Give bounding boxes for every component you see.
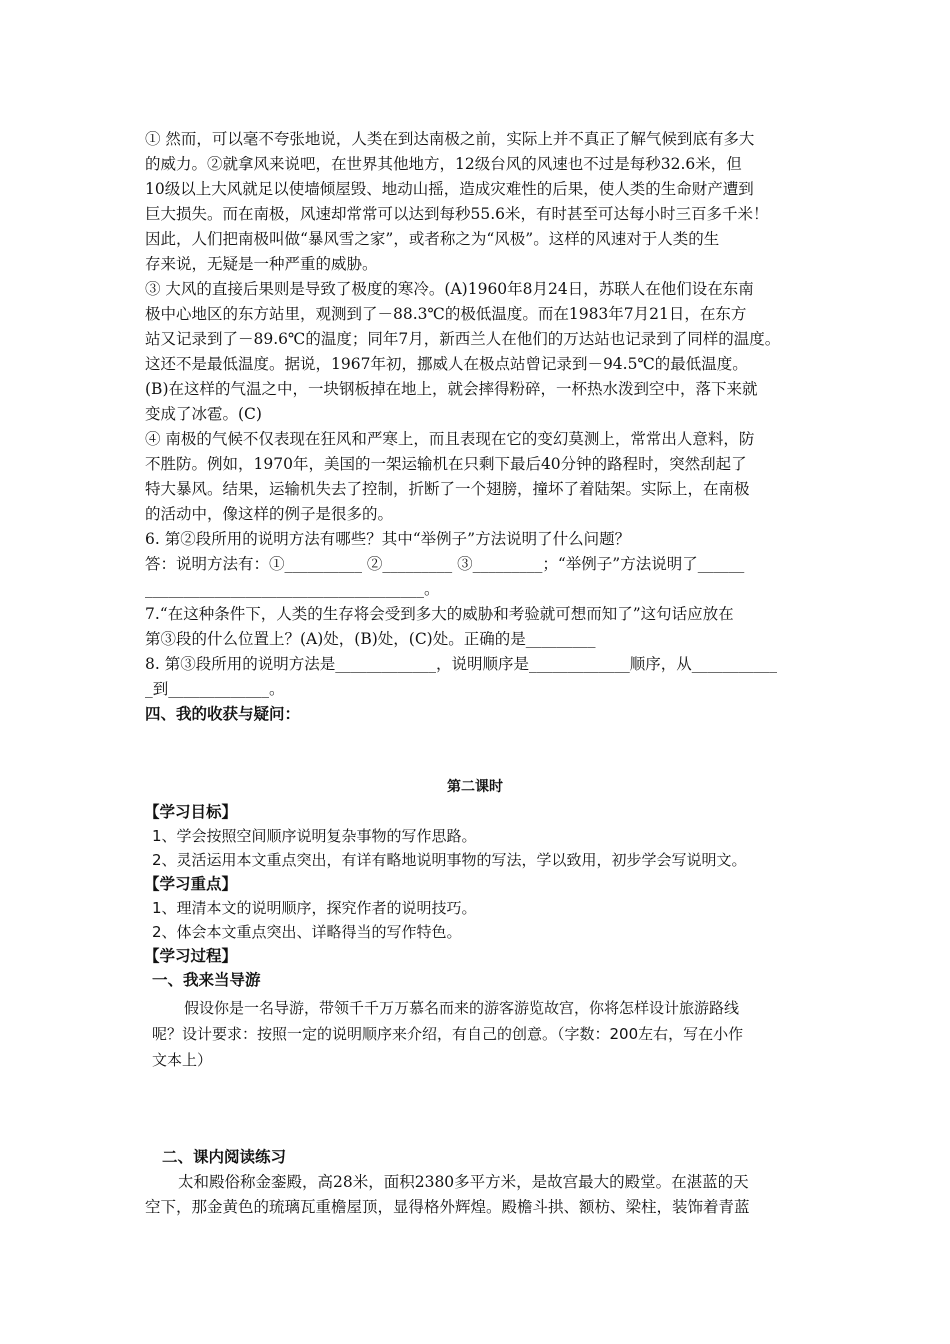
paragraph-2-line: 10级以上大风就足以使墙倾屋毁、地动山摇，造成灾难性的后果，使人类的生命财产遭到 [145, 180, 754, 198]
question-8: 8. 第③段所用的说明方法是_____________，说明顺序是_____________顺序，从___________ [145, 655, 777, 673]
question-8-cont: _到_____________。 [145, 680, 285, 698]
guide-text-line: 呢？设计要求：按照一定的说明顺序来介绍，有自己的创意。（字数：200左右，写在小作 [152, 1025, 744, 1043]
paragraph-4-line: 的活动中，像这样的例子是很多的。 [145, 505, 394, 523]
paragraph-3-line: ③ 大风的直接后果则是导致了极度的寒冷。(A)1960年8月24日，苏联人在他们设在东南 [145, 280, 754, 298]
paragraph-3-line: 这还不是最低温度。据说，1967年初，挪威人在极点站曾记录到－94.5℃的最低温度。 [145, 355, 748, 373]
paragraph-4-line: 特大暴风。结果，运输机失去了控制，折断了一个翅膀，撞坏了着陆架。实际上，在南极 [145, 480, 750, 498]
paragraph-3-line: (B)在这样的气温之中，一块钢板掉在地上，就会摔得粉碎，一杯热水泼到空中，落下来就 [145, 380, 758, 398]
paragraph-4-line: ④ 南极的气候不仅表现在狂风和严寒上，而且表现在它的变幻莫测上，常常出人意料，防 [145, 430, 755, 448]
question-6-answer: 答：说明方法有：①__________ ②_________ ③_________；“举例子”方法说明了______ [145, 555, 745, 573]
reading-text-line: 空下，那金黄色的琉璃瓦重檐屋顶，显得格外辉煌。殿檐斗拱、额枋、梁柱，装饰着青蓝 [145, 1198, 750, 1216]
focus-heading: 【学习重点】 [144, 875, 238, 893]
focus-item: 2、体会本文重点突出、详略得当的写作特色。 [152, 923, 462, 941]
paragraph-3-line: 极中心地区的东方站里，观测到了－88.3℃的极低温度。而在1983年7月21日，在东方 [145, 305, 747, 323]
process-heading: 【学习过程】 [144, 947, 238, 965]
paragraph-3-line: 站又记录到了－89.6℃的温度；同年7月，新西兰人在他们的万达站也记录到了同样的温度。 [145, 330, 781, 348]
section-harvest-heading: 四、我的收获与疑问： [145, 705, 301, 723]
question-6-answer-cont: ____________________________________。 [145, 580, 440, 598]
focus-item: 1、理清本文的说明顺序，探究作者的说明技巧。 [152, 899, 477, 917]
goal-item: 1、学会按照空间顺序说明复杂事物的写作思路。 [152, 827, 477, 845]
paragraph-2-line: ① 然而，可以毫不夸张地说，人类在到达南极之前，实际上并不真正了解气候到底有多大 [145, 130, 755, 148]
paragraph-2-line: 存来说，无疑是一种严重的威胁。 [145, 255, 378, 273]
lesson-2-title: 第二课时 [447, 779, 503, 795]
reading-text-line: 太和殿俗称金銮殿，高28米，面积2380多平方米，是故宫最大的殿堂。在湛蓝的天 [178, 1173, 749, 1191]
reading-heading: 二、课内阅读练习 [162, 1148, 287, 1166]
goals-heading: 【学习目标】 [144, 803, 238, 821]
guide-heading: 一、我来当导游 [152, 971, 261, 989]
question-7: 7.“在这种条件下，人类的生存将会受到多大的威胁和考验就可想而知了”这句话应放在 [145, 605, 734, 623]
paragraph-2-line: 巨大损失。而在南极，风速却常常可以达到每秒55.6米，有时甚至可达每小时三百多千米！ [145, 205, 769, 223]
question-6: 6. 第②段所用的说明方法有哪些？其中“举例子”方法说明了什么问题？ [145, 530, 631, 548]
paragraph-4-line: 不胜防。例如，1970年，美国的一架运输机在只剩下最后40分钟的路程时，突然刮起了 [145, 455, 747, 473]
guide-text-line: 假设你是一名导游，带领千千万万慕名而来的游客游览故宫，你将怎样设计旅游路线 [184, 999, 740, 1017]
paragraph-3-line: 变成了冰雹。(C) [145, 405, 262, 423]
question-7-cont: 第③段的什么位置上？(A)处，(B)处，(C)处。正确的是_________ [145, 630, 596, 648]
guide-text-line: 文本上） [152, 1051, 213, 1069]
goal-item: 2、灵活运用本文重点突出，有详有略地说明事物的写法，学以致用，初步学会写说明文。 [152, 851, 747, 869]
paragraph-2-line: 因此，人们把南极叫做“暴风雪之家”，或者称之为“风极”。这样的风速对于人类的生 [145, 230, 720, 248]
paragraph-2-line: 的威力。②就拿风来说吧，在世界其他地方，12级台风的风速也不过是每秒32.6米，但 [145, 155, 742, 173]
